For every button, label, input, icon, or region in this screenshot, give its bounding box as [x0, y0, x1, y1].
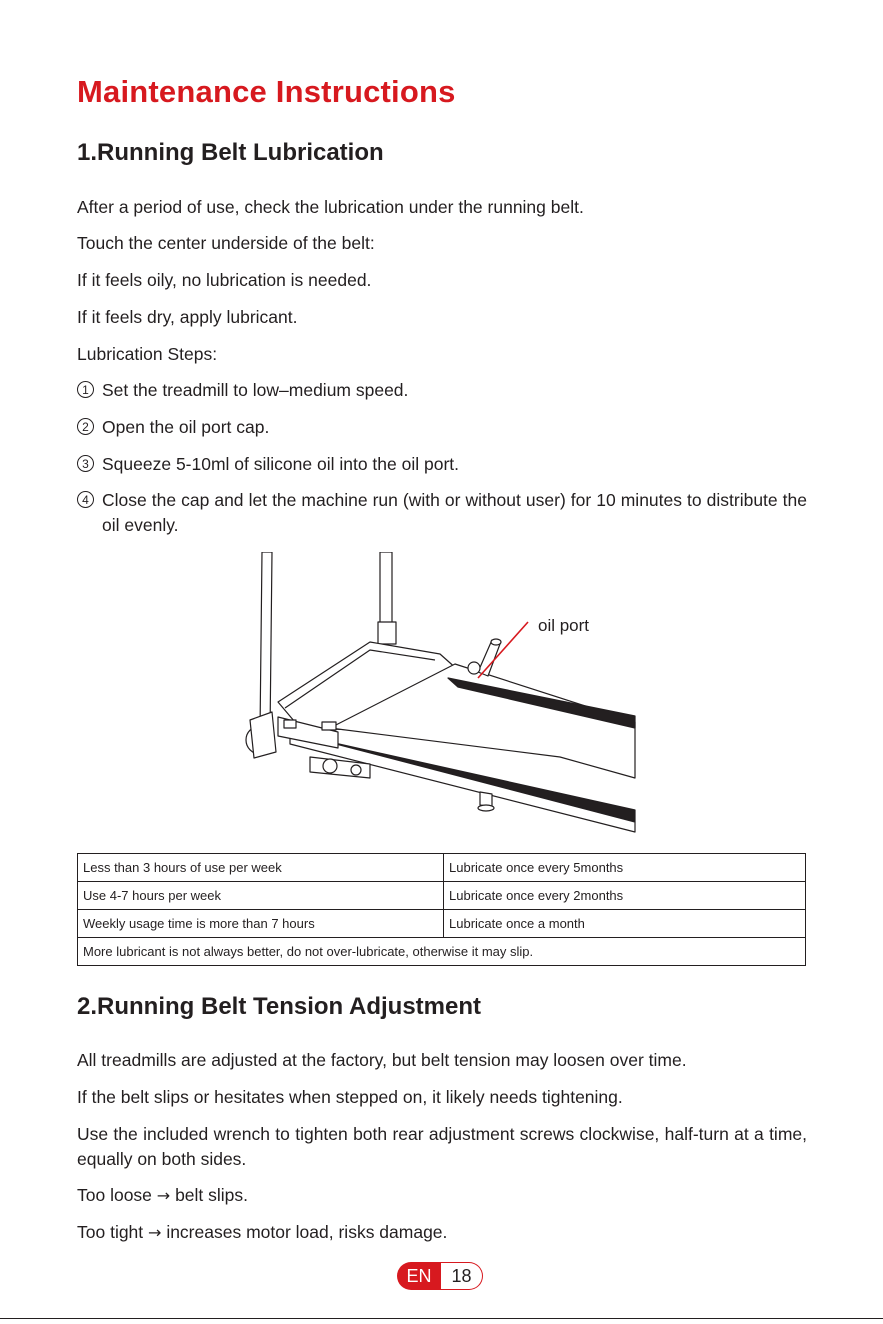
usage-cell: Weekly usage time is more than 7 hours [78, 910, 444, 938]
step-text: Squeeze 5-10ml of silicone oil into the oil port. [102, 454, 460, 474]
paragraph: Lubrication Steps: [77, 344, 218, 364]
frequency-cell: Lubricate once a month [444, 910, 806, 938]
table-row [78, 938, 806, 966]
section-heading-lubrication: 1.Running Belt Lubrication [77, 139, 384, 166]
paragraph: Use the included wrench to tighten both rear adjustment screws clockwise, half-turn at a time, equally on both sides. [77, 1124, 807, 1169]
table-row [78, 910, 806, 938]
loose-result: belt slips. [175, 1185, 249, 1205]
step-text: Set the treadmill to low–medium speed. [102, 380, 409, 400]
lubrication-step [77, 415, 807, 440]
frequency-cell: Lubricate once every 5months [444, 854, 806, 882]
section-heading-tension: 2.Running Belt Tension Adjustment [77, 993, 481, 1020]
step-text: Open the oil port cap. [102, 417, 270, 437]
lubrication-step [77, 378, 807, 403]
tight-result: increases motor load, risks damage. [166, 1222, 448, 1242]
usage-cell: Less than 3 hours of use per week [78, 854, 444, 882]
tight-lead: Too tight [77, 1222, 144, 1242]
step-number: 2 [77, 418, 94, 435]
lubrication-step [77, 488, 807, 538]
page-number: 18 [441, 1262, 483, 1290]
tension-tight-line [77, 1220, 807, 1245]
frequency-cell: Lubricate once every 2months [444, 882, 806, 910]
page-title: Maintenance Instructions [77, 74, 456, 109]
tension-loose-line [77, 1183, 807, 1208]
step-text: Close the cap and let the machine run (with or without user) for 10 minutes to distribute the oil evenly. [102, 490, 807, 535]
paragraph: After a period of use, check the lubrication under the running belt. [77, 197, 584, 217]
table-row [78, 854, 806, 882]
lubrication-schedule-table [77, 853, 806, 966]
right-arrow-icon: → [156, 1186, 171, 1205]
lubrication-step [77, 452, 807, 477]
paragraph: If it feels dry, apply lubricant. [77, 307, 298, 327]
language-badge: EN [397, 1262, 441, 1290]
paragraph: If it feels oily, no lubrication is needed. [77, 270, 372, 290]
page-footer [397, 1262, 483, 1290]
paragraph: Touch the center underside of the belt: [77, 233, 375, 253]
treadmill-illustration [230, 552, 650, 842]
bottom-divider [0, 1318, 883, 1319]
paragraph: If the belt slips or hesitates when stepped on, it likely needs tightening. [77, 1087, 623, 1107]
table-note: More lubricant is not always better, do not over-lubricate, otherwise it may slip. [78, 938, 806, 966]
usage-cell: Use 4-7 hours per week [78, 882, 444, 910]
loose-lead: Too loose [77, 1185, 152, 1205]
step-number: 4 [77, 491, 94, 508]
step-number: 1 [77, 381, 94, 398]
step-number: 3 [77, 455, 94, 472]
table-row [78, 882, 806, 910]
paragraph: All treadmills are adjusted at the factory, but belt tension may loosen over time. [77, 1050, 687, 1070]
oil-port-label: oil port [538, 616, 590, 635]
right-arrow-icon: → [148, 1223, 162, 1242]
